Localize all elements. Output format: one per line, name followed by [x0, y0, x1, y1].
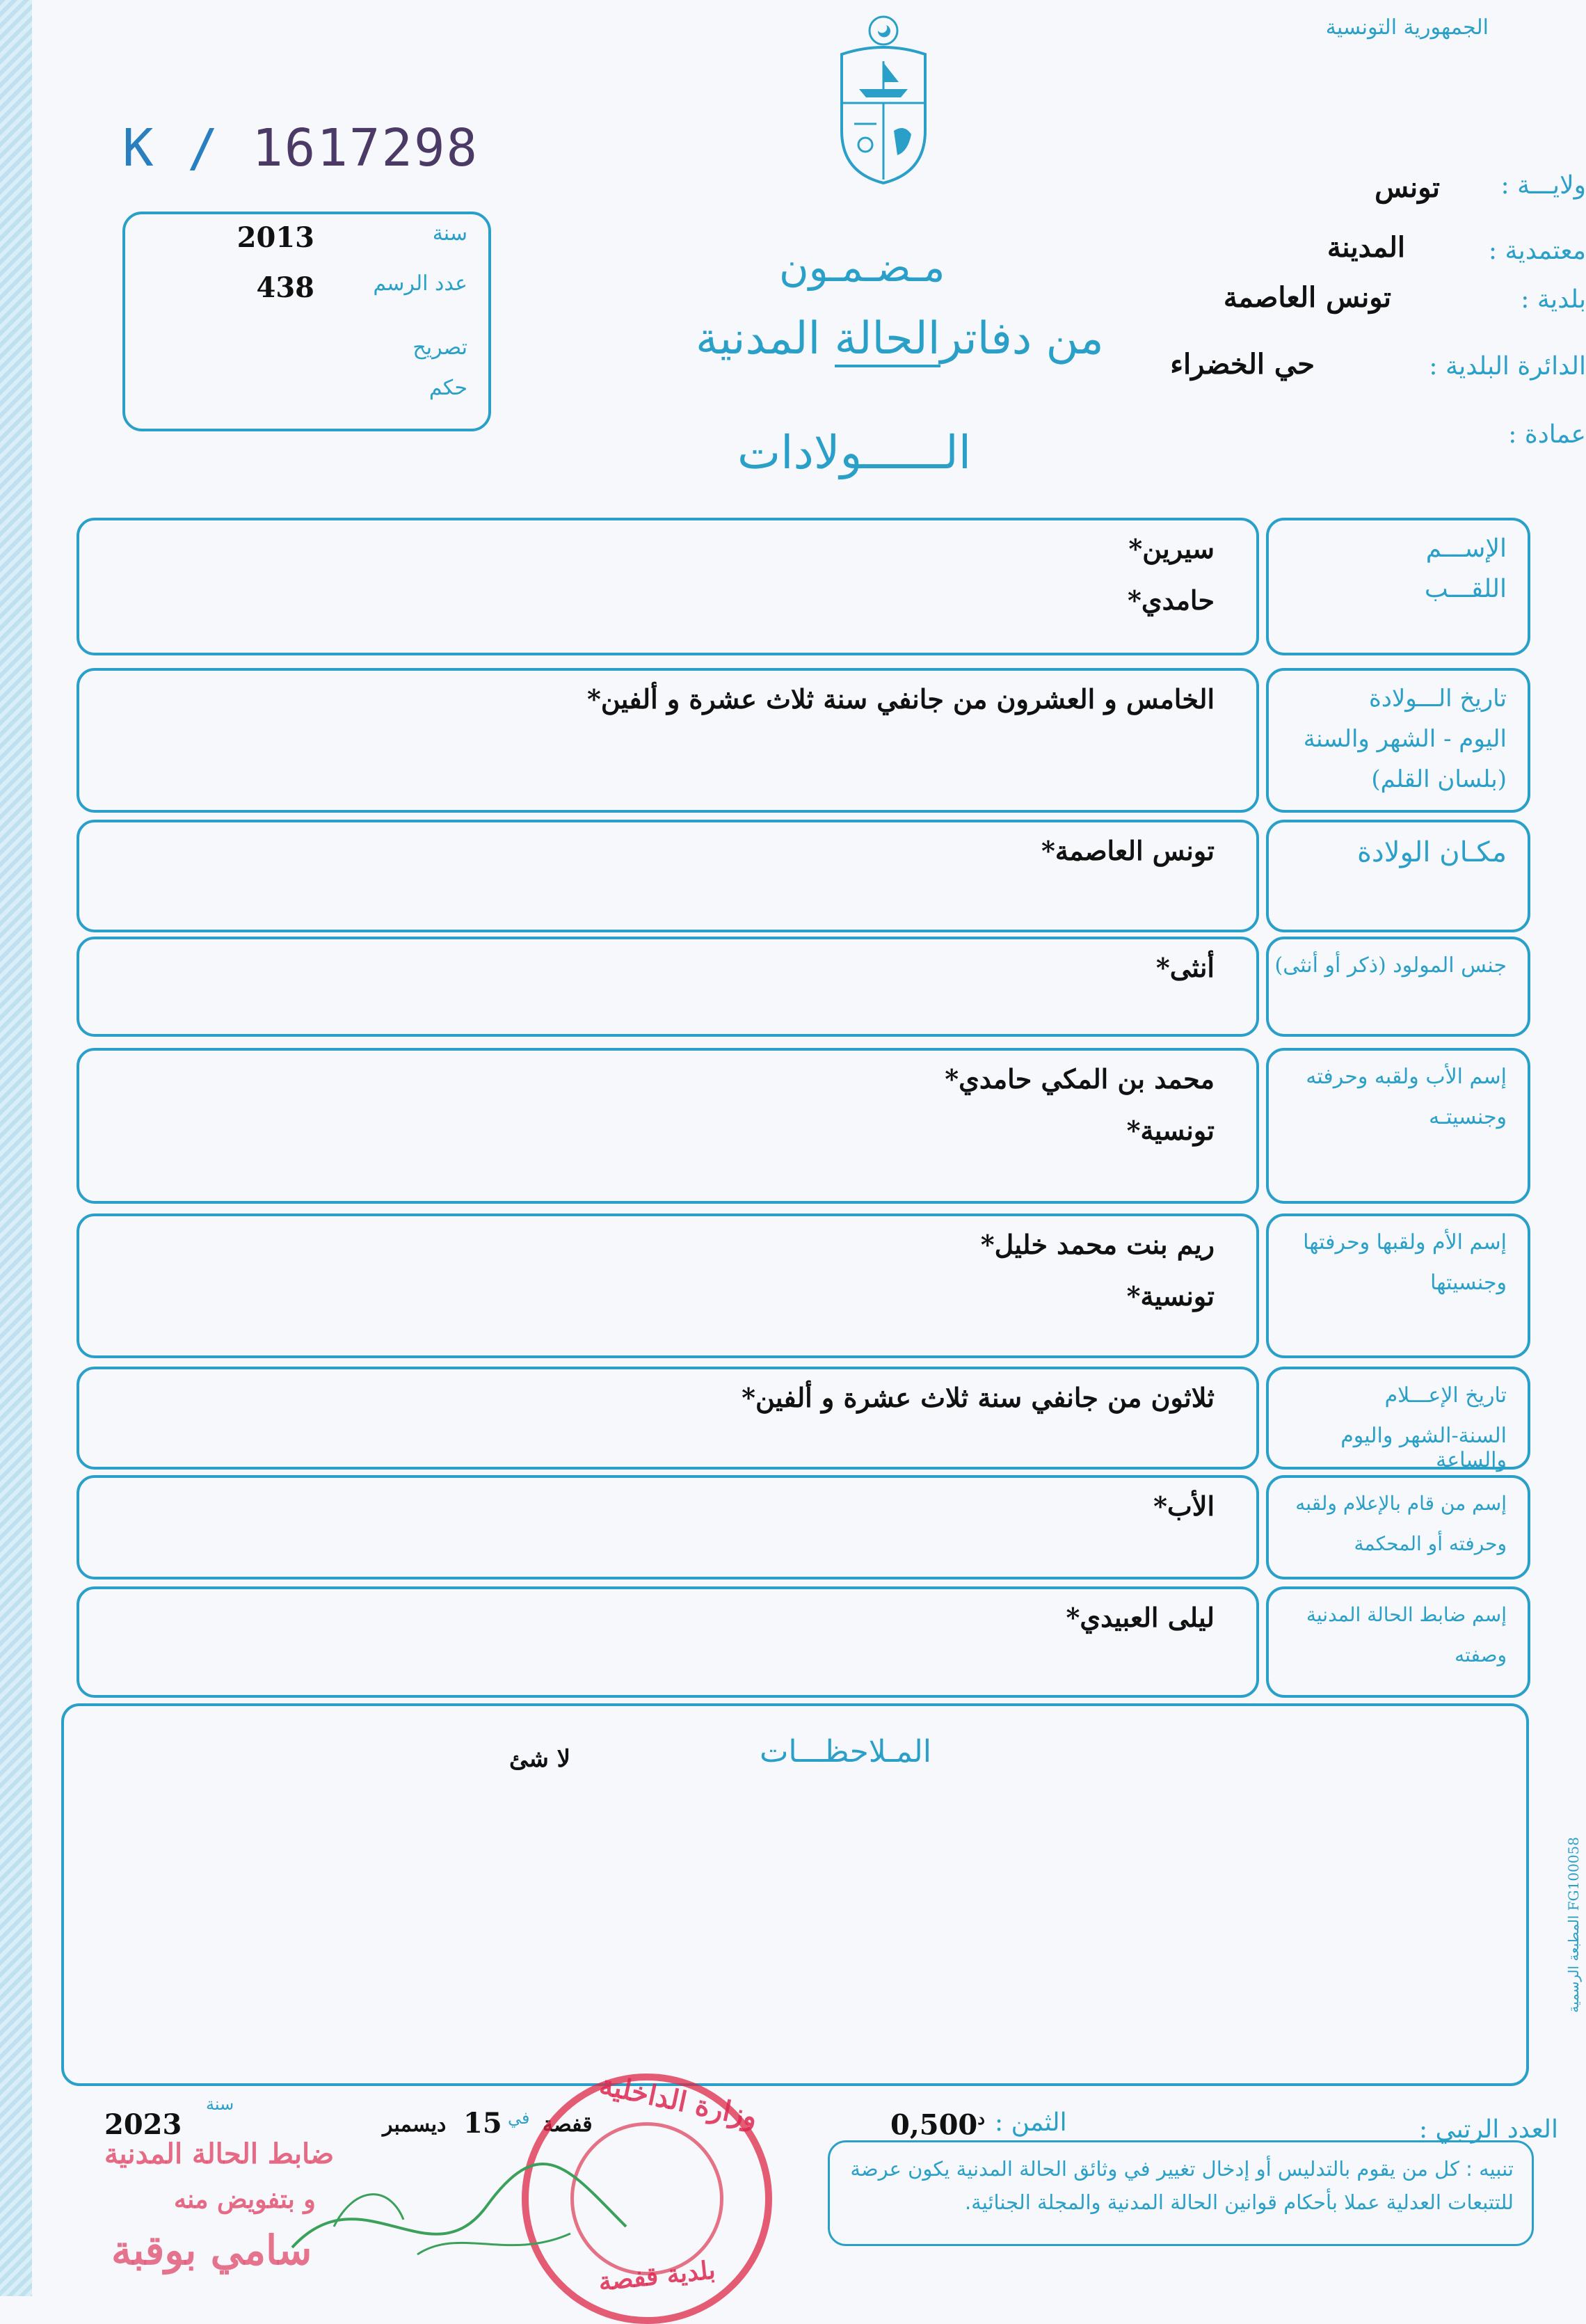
state-label: ولايـــة :	[1500, 171, 1586, 200]
record-value-cell	[77, 668, 1259, 813]
record-label: وحرفته أو المحكمة	[1354, 1532, 1507, 1555]
issue-day: 15	[463, 2107, 502, 2140]
record-label: وصفته	[1455, 1643, 1507, 1666]
year-value: 2013	[237, 221, 314, 254]
district-value: حي الخضراء	[1170, 348, 1315, 381]
record-label: السنة-الشهر واليوم والساعة	[1340, 1424, 1507, 1472]
record-label: مكـان الولادة	[1356, 836, 1507, 868]
remarks-box	[61, 1703, 1529, 2086]
district-label: الدائرة البلدية :	[1429, 352, 1586, 381]
record-value-cell	[77, 518, 1259, 655]
delegation-stamp: و بتفويض منه	[174, 2185, 316, 2214]
record-value: حامدي*	[1128, 584, 1215, 616]
serial-order-label: العدد الرتبي :	[1418, 2115, 1558, 2144]
seal-bottom-text: بلدية قفصة	[597, 2255, 717, 2297]
record-label: جنس المولود (ذكر أو أنثى)	[1274, 953, 1507, 978]
judgment-label: حكم	[428, 376, 467, 400]
price-value	[890, 2108, 985, 2141]
on-label: في	[508, 2108, 530, 2128]
serial-number: 1617298	[252, 118, 479, 178]
municipality-value: تونس العاصمة	[1223, 281, 1391, 314]
seal-top-text: وزارة الداخلية	[596, 2068, 761, 2134]
number-label: عدد الرسم	[373, 271, 467, 296]
record-label: تاريخ الإعـــلام	[1384, 1383, 1507, 1408]
record-value: محمد بن المكي حامدي*	[945, 1063, 1215, 1095]
record-label: تاريخ الـــولادة	[1368, 685, 1507, 713]
record-value: ريم بنت محمد خليل*	[980, 1229, 1215, 1260]
document-serial	[122, 118, 479, 178]
title-part-c: المدنية	[696, 313, 835, 365]
record-label: اللقـــب	[1424, 575, 1507, 603]
record-value: تونسية*	[1126, 1280, 1215, 1312]
record-label-cell	[1266, 1475, 1530, 1579]
record-value-cell	[77, 1586, 1259, 1698]
number-value: 438	[256, 271, 314, 304]
legal-notice: تنبيه : كل من يقوم بالتدليس أو إدخال تغيير في وثائق الحالة المدنية يكون عرضة للتتبعات العدلية عملا بأحكام قوانين الحالة المدنية والمجلة الجنائية.	[828, 2140, 1534, 2246]
signature-mark	[278, 2143, 640, 2282]
record-label: إسم من قام بالإعلام ولقبه	[1295, 1492, 1507, 1515]
republic-heading: الجمهورية التونسية	[1325, 15, 1489, 40]
record-label-cell	[1266, 937, 1530, 1037]
record-value: الأب*	[1153, 1490, 1215, 1522]
record-label: وجنسيتها	[1430, 1271, 1507, 1295]
record-label: وجنسيتـه	[1429, 1105, 1507, 1129]
record-label-cell	[1266, 1367, 1530, 1470]
coat-of-arms-icon	[835, 13, 932, 186]
remarks-value: لا شئ	[509, 1745, 571, 1773]
record-value: الخامس و العشرون من جانفي سنة ثلاث عشرة و ألفين*	[587, 683, 1215, 715]
register-box	[122, 212, 491, 431]
issue-month: ديسمبر	[383, 2112, 447, 2137]
delegation-label: معتمدية :	[1488, 237, 1586, 265]
officer-name-stamp: سامي بوقبة	[111, 2227, 312, 2274]
record-value-cell	[77, 820, 1259, 932]
record-value-cell	[77, 937, 1259, 1037]
record-value: تونس العاصمة*	[1041, 835, 1215, 866]
state-value: تونس	[1375, 171, 1440, 204]
record-label: إسم الأب ولقبه وحرفته	[1306, 1065, 1507, 1089]
delegation-value: المدينة	[1327, 231, 1405, 264]
municipality-label: بلدية :	[1521, 285, 1586, 314]
issue-year-label: سنة	[206, 2094, 234, 2114]
decorative-border	[0, 0, 32, 2296]
record-value: أنثى*	[1155, 952, 1215, 983]
document-title-line2	[696, 313, 1104, 365]
price-amount: 0,500	[890, 2108, 978, 2142]
record-value: ليلى العبيدي*	[1066, 1602, 1215, 1633]
record-label-cell	[1266, 518, 1530, 655]
record-label: اليوم - الشهر والسنة	[1303, 725, 1507, 753]
record-value-cell	[77, 1048, 1259, 1204]
price-label: الثمن :	[995, 2108, 1067, 2137]
issue-year: 2023	[104, 2108, 182, 2141]
record-label-cell	[1266, 1586, 1530, 1698]
title-part-b: الحالة	[835, 313, 940, 367]
document-title-births: الــــــولادات	[737, 426, 972, 479]
record-value-cell	[77, 1475, 1259, 1579]
declaration-label: تصريح	[412, 335, 467, 360]
record-label: إسم الأم ولقبها وحرفتها	[1303, 1230, 1507, 1255]
record-value-cell	[77, 1213, 1259, 1358]
record-label-cell	[1266, 1048, 1530, 1204]
record-value: ثلاثون من جانفي سنة ثلاث عشرة و ألفين*	[742, 1382, 1215, 1413]
record-label-cell	[1266, 820, 1530, 932]
sector-label: عمادة :	[1508, 420, 1586, 449]
officer-stamp-title: ضابط الحالة المدنية	[104, 2138, 335, 2170]
record-label: إسم ضابط الحالة المدنية	[1306, 1603, 1507, 1626]
record-label-cell	[1266, 1213, 1530, 1358]
title-part-a: من دفاتر	[940, 313, 1104, 365]
record-label: (بلسان القلم)	[1371, 765, 1507, 793]
serial-prefix: K /	[122, 118, 220, 178]
remarks-label: المـلاحظـــات	[760, 1734, 932, 1769]
price-unit: د	[977, 2108, 985, 2128]
year-label: سنة	[432, 221, 467, 246]
record-value: تونسية*	[1126, 1115, 1215, 1146]
record-value: سيرين*	[1128, 533, 1215, 564]
record-label-cell	[1266, 668, 1530, 813]
printer-mark: المطبعة الرسمية FG100058	[1565, 1837, 1582, 2013]
document-title-line1: مـضـمـون	[779, 244, 945, 291]
record-label: الإســـم	[1425, 534, 1507, 563]
record-value-cell	[77, 1367, 1259, 1470]
issue-place: قفصة	[543, 2112, 593, 2137]
